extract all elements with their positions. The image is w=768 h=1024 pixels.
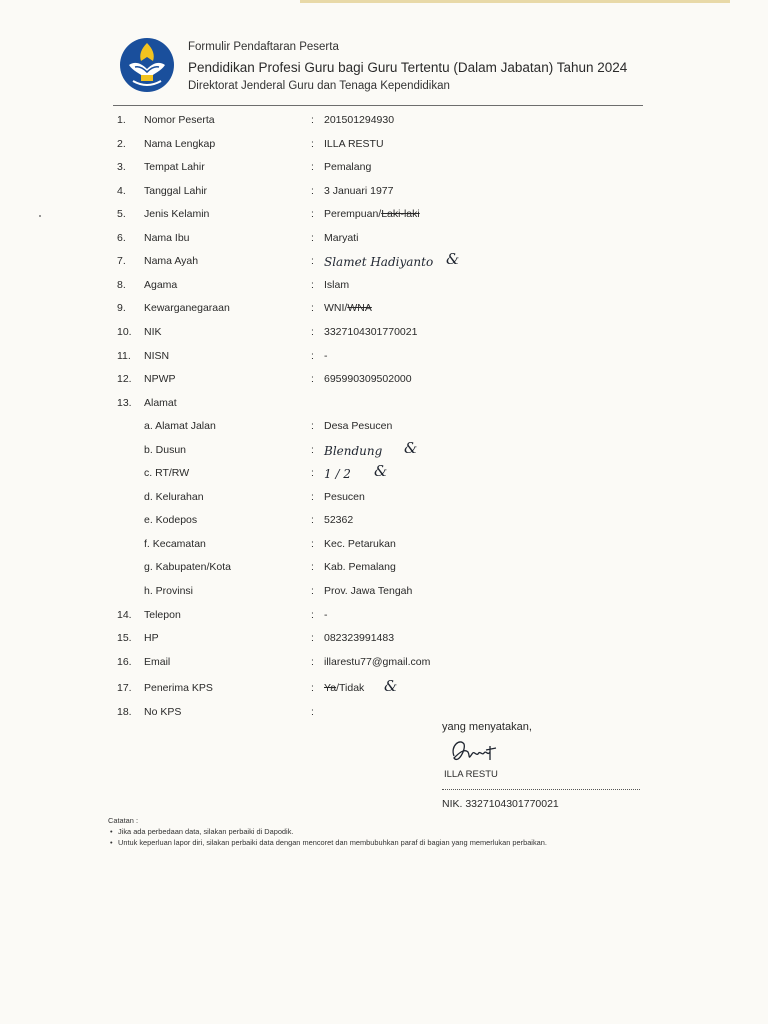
- field-value: [324, 444, 382, 458]
- value-text: 52362: [324, 514, 354, 526]
- field-number: 12.: [117, 373, 132, 385]
- value-text: Maryati: [324, 232, 359, 244]
- value-text: Pesucen: [324, 491, 365, 503]
- handwritten-correction: 1 / 2: [324, 467, 351, 481]
- field-value: [324, 491, 365, 503]
- form-row: [0, 609, 768, 625]
- initial-mark: &: [446, 250, 460, 268]
- field-colon: :: [311, 656, 314, 668]
- field-colon: :: [311, 538, 314, 550]
- field-value: [324, 326, 417, 338]
- top-edge-line: [300, 0, 730, 3]
- field-label: Jenis Kelamin: [144, 208, 210, 220]
- field-value: [324, 538, 396, 550]
- field-number: 3.: [117, 161, 126, 173]
- field-value: [324, 255, 433, 269]
- field-value: [324, 373, 412, 385]
- field-number: 11.: [117, 350, 131, 362]
- field-number: 2.: [117, 138, 126, 150]
- form-row: [0, 114, 768, 130]
- field-colon: :: [311, 373, 314, 385]
- field-colon: :: [311, 279, 314, 291]
- form-row: [0, 439, 768, 460]
- notes-title: Catatan :: [108, 816, 138, 825]
- field-label: No KPS: [144, 706, 182, 718]
- field-label: Nomor Peserta: [144, 114, 215, 126]
- handwritten-correction: Slamet Hadiyanto: [324, 255, 434, 269]
- field-value: [324, 632, 394, 644]
- form-row: [0, 232, 768, 248]
- field-number: 6.: [117, 232, 126, 244]
- field-value: [324, 138, 384, 150]
- form-row: [0, 538, 768, 554]
- initial-mark: &: [384, 677, 398, 695]
- value-text: -: [324, 350, 328, 362]
- field-value: [324, 561, 396, 573]
- field-colon: :: [311, 585, 314, 597]
- signature-dotted-line: [442, 789, 640, 790]
- field-colon: :: [311, 632, 314, 644]
- field-colon: :: [311, 706, 314, 718]
- field-colon: :: [311, 514, 314, 526]
- field-number: 15.: [117, 632, 132, 644]
- struck-text: WNA: [347, 302, 372, 314]
- value-text: Perempuan/: [324, 208, 382, 220]
- field-colon: :: [311, 444, 314, 456]
- declaration-label: yang menyatakan,: [442, 721, 532, 733]
- field-colon: :: [311, 467, 314, 479]
- field-label: NPWP: [144, 373, 176, 385]
- field-number: 9.: [117, 302, 126, 314]
- field-value: [324, 350, 328, 362]
- field-label: a. Alamat Jalan: [144, 420, 216, 432]
- field-colon: :: [311, 161, 314, 173]
- field-value: [324, 467, 351, 481]
- field-label: g. Kabupaten/Kota: [144, 561, 231, 573]
- field-number: 14.: [117, 609, 132, 621]
- form-row: [0, 279, 768, 295]
- initial-mark: &: [374, 462, 388, 480]
- form-row: [0, 514, 768, 530]
- value-text: ILLA RESTU: [324, 138, 384, 150]
- field-colon: :: [311, 185, 314, 197]
- field-number: 18.: [117, 706, 132, 718]
- field-value: [324, 514, 353, 526]
- field-value: [324, 185, 393, 197]
- value-text: 3327104301770021: [324, 326, 418, 338]
- value-text: /Tidak: [336, 682, 365, 694]
- field-label: HP: [144, 632, 159, 644]
- field-number: 10.: [117, 326, 132, 338]
- value-text: Desa Pesucen: [324, 420, 393, 432]
- field-value: [324, 609, 328, 621]
- value-text: Pemalang: [324, 161, 372, 173]
- field-number: 7.: [117, 255, 126, 267]
- value-text: illarestu77@gmail.com: [324, 656, 431, 668]
- tut-wuri-handayani-logo: [119, 37, 175, 93]
- signatory-nik: NIK. 3327104301770021: [442, 798, 559, 810]
- value-text: WNI/: [324, 302, 348, 314]
- field-label: Tanggal Lahir: [144, 185, 208, 197]
- form-row: [0, 161, 768, 177]
- form-row: [0, 656, 768, 672]
- field-colon: :: [311, 350, 314, 362]
- field-label: Email: [144, 656, 171, 668]
- field-colon: :: [311, 114, 314, 126]
- handwritten-correction: Blendung: [324, 444, 383, 458]
- value-text: Prov. Jawa Tengah: [324, 585, 413, 597]
- field-value: [324, 114, 394, 126]
- struck-text: Laki-laki: [381, 208, 420, 220]
- field-label: Nama Lengkap: [144, 138, 216, 150]
- form-row: [0, 677, 768, 698]
- field-colon: :: [311, 255, 314, 267]
- field-colon: :: [311, 420, 314, 432]
- note-item: • Jika ada perbedaan data, silakan perbaiki di Dapodik.: [108, 826, 547, 837]
- field-colon: :: [311, 302, 314, 314]
- field-number: 16.: [117, 656, 132, 668]
- value-text: 201501294930: [324, 114, 395, 126]
- form-row: [0, 561, 768, 577]
- program-title: Pendidikan Profesi Guru bagi Guru Tertentu (Dalam Jabatan) Tahun 2024: [188, 60, 628, 75]
- field-value: [324, 279, 349, 291]
- field-colon: :: [311, 609, 314, 621]
- form-row: [0, 373, 768, 389]
- struck-text: Ya: [324, 682, 337, 694]
- form-row: [0, 706, 768, 722]
- value-text: 3 Januari 1977: [324, 185, 394, 197]
- form-row: [0, 397, 768, 413]
- value-text: Kec. Petarukan: [324, 538, 396, 550]
- field-label: b. Dusun: [144, 444, 187, 456]
- field-number: 13.: [117, 397, 132, 409]
- field-value: [324, 302, 372, 314]
- field-value: [324, 656, 430, 668]
- signatory-name: ILLA RESTU: [444, 769, 498, 780]
- field-label: h. Provinsi: [144, 585, 194, 597]
- form-row: [0, 302, 768, 318]
- field-value: [324, 208, 420, 220]
- field-number: 1.: [117, 114, 126, 126]
- notes-section: [108, 815, 547, 848]
- field-colon: :: [311, 561, 314, 573]
- field-value: [324, 682, 364, 694]
- field-colon: :: [311, 232, 314, 244]
- field-label: Alamat: [144, 397, 177, 409]
- form-row: [0, 326, 768, 342]
- field-value: [324, 232, 358, 244]
- field-colon: :: [311, 208, 314, 220]
- field-number: 5.: [117, 208, 126, 220]
- form-row: [0, 350, 768, 366]
- value-text: Kab. Pemalang: [324, 561, 396, 573]
- field-label: Kewarganegaraan: [144, 302, 230, 314]
- field-label: f. Kecamatan: [144, 538, 206, 550]
- directorate-name: Direktorat Jenderal Guru dan Tenaga Kependidikan: [188, 80, 450, 92]
- field-label: Telepon: [144, 609, 181, 621]
- field-number: 8.: [117, 279, 126, 291]
- form-row: [0, 208, 768, 224]
- form-row: [0, 462, 768, 483]
- field-label: NIK: [144, 326, 162, 338]
- form-row: [0, 420, 768, 436]
- signature-mark: [446, 734, 516, 766]
- form-row: [0, 138, 768, 154]
- form-row: [0, 585, 768, 601]
- form-row: [0, 185, 768, 201]
- field-label: e. Kodepos: [144, 514, 198, 526]
- header-divider: [113, 105, 643, 106]
- field-label: Nama Ayah: [144, 255, 199, 267]
- field-label: d. Kelurahan: [144, 491, 204, 503]
- form-title: Formulir Pendaftaran Peserta: [188, 41, 339, 53]
- field-label: Penerima KPS: [144, 682, 213, 694]
- field-colon: :: [311, 326, 314, 338]
- form-row: [0, 632, 768, 648]
- field-number: 17.: [117, 682, 132, 694]
- value-text: Islam: [324, 279, 350, 291]
- value-text: 695990309502000: [324, 373, 412, 385]
- field-colon: :: [311, 682, 314, 694]
- field-label: NISN: [144, 350, 170, 362]
- field-value: [324, 585, 412, 597]
- note-item: • Untuk keperluan lapor diri, silakan perbaiki data dengan mencoret dan membubuhkan paraf di bagian yang memerlukan perbaikan.: [108, 837, 547, 848]
- field-label: c. RT/RW: [144, 467, 190, 479]
- initial-mark: &: [404, 439, 418, 457]
- field-label: Nama Ibu: [144, 232, 190, 244]
- field-label: Tempat Lahir: [144, 161, 205, 173]
- field-value: [324, 161, 371, 173]
- form-row: [0, 491, 768, 507]
- field-value: [324, 420, 392, 432]
- field-label: Agama: [144, 279, 178, 291]
- value-text: -: [324, 609, 328, 621]
- value-text: 082323991483: [324, 632, 395, 644]
- form-row: [0, 250, 768, 271]
- field-colon: :: [311, 491, 314, 503]
- field-number: 4.: [117, 185, 126, 197]
- field-colon: :: [311, 138, 314, 150]
